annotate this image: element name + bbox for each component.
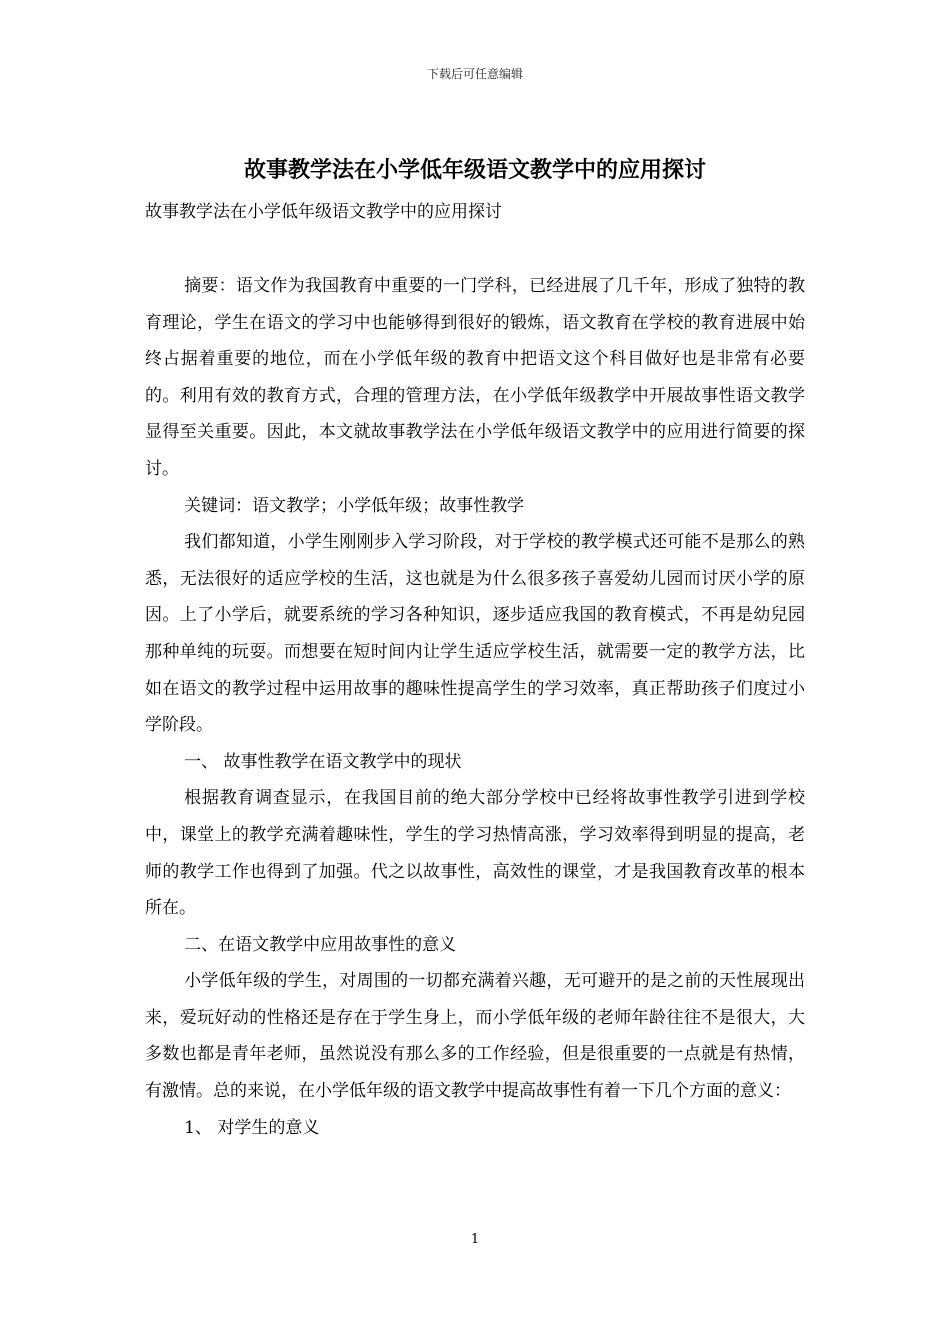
document-subtitle: 故事教学法在小学低年级语文教学中的应用探讨 (145, 202, 502, 222)
section-1-paragraph: 根据教育调查显示，在我国目前的绝大部分学校中已经将故事性教学引进到学校中，课堂上的教学充满着趣味性，学生的学习热情高涨，学习效率得到明显的提高，老师的教学工作也得到了加强。代之以故事性，高效性的课堂，才是我国教育改革的根本所在。 (145, 788, 805, 919)
document-title: 故事教学法在小学低年级语文教学中的应用探讨 (243, 157, 706, 183)
intro-paragraph: 我们都知道，小学生刚刚步入学习阶段，对于学校的教学模式还可能不是那么的熟悉，无法很好的适应学校的生活，这也就是为什么很多孩子喜爱幼儿园而讨厌小学的原因。上了小学后，就要系统的学习各种知识，逐步适应我国的教育模式，不再是幼兒园那种单纯的玩耍。而想要在短时间内让学生适应学校生活，就需要一定的教学方法，比如在语文的教学过程中运用故事的趣味性提高学生的学习效率，真正帮助孩子们度过小学阶段。 (145, 532, 805, 736)
header-note: 下载后可任意编辑 (426, 67, 523, 81)
page-number: 1 (470, 1232, 480, 1247)
keywords-paragraph: 关键词：语文教学；小学低年级；故事性教学 (184, 495, 525, 516)
abstract-paragraph: 摘要：语文作为我国教育中重要的一门学科，已经进展了几千年，形成了独特的教育理论，学生在语文的学习中也能够得到很好的锻炼，语文教育在学校的教育进展中始终占据着重要的地位，而在小学低年级的教育中把语文这个科目做好也是非常有必要的。利用有效的教育方式，合理的管理方法，在小学低年级教学中开展故事性语文教学显得至关重要。因此，本文就故事教学法在小学低年级语文教学中的应用进行简要的探讨。 (145, 276, 805, 479)
section-heading-1: 一、 故事性教学在语文教学中的现状 (184, 751, 462, 772)
document-body (145, 268, 805, 1146)
section-heading-2: 二、在语文教学中应用故事性的意义 (184, 934, 457, 955)
section-2-paragraph: 小学低年级的学生，对周围的一切都充满着兴趣，无可避开的是之前的天性展现出来，爱玩好动的性格还是存在于学生身上，而小学低年级的老师年龄往往不是很大，大多数也都是青年老师，虽然说没有那么多的工作经验，但是很重要的一点就是有热情，有激情。总的来说，在小学低年级的语文教学中提高故事性有着一下几个方面的意义： (145, 971, 805, 1102)
subsection-heading-1: 1、 对学生的意义 (184, 1117, 320, 1138)
